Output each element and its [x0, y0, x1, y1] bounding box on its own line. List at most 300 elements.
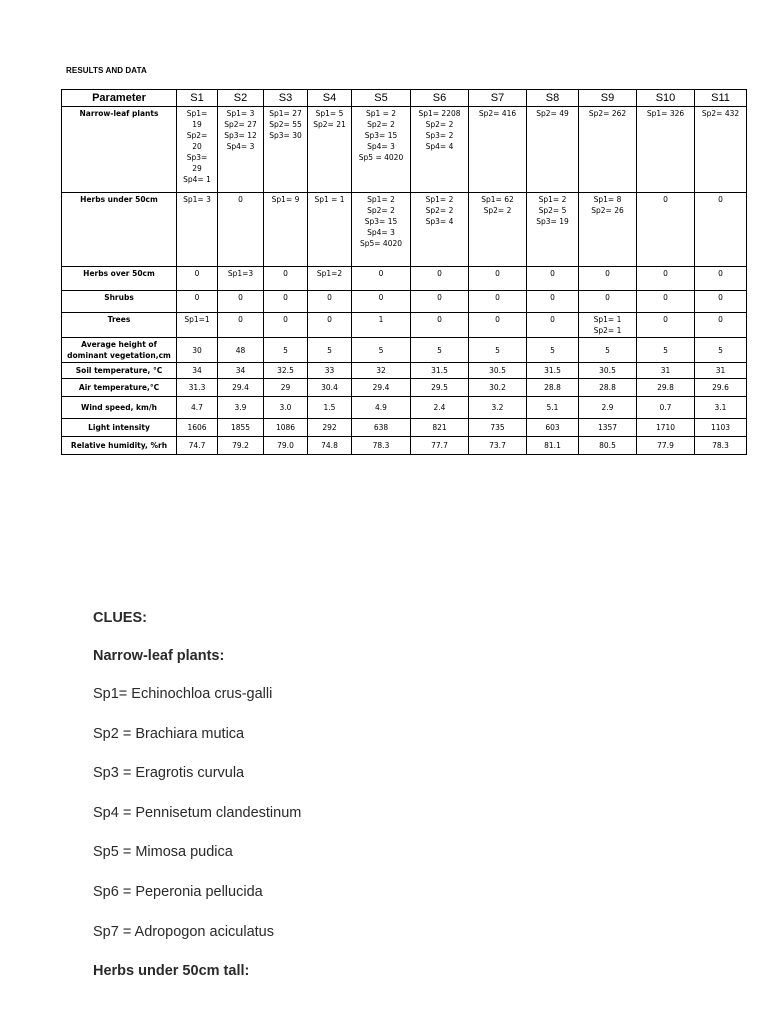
table-cell: [177, 379, 218, 397]
table-cell: [637, 193, 695, 267]
cell-value: Sp1 = 1: [314, 195, 345, 204]
species-item: Sp3 = Eragrotis curvula: [93, 765, 245, 782]
table-cell: [411, 291, 469, 313]
table-cell: [218, 363, 264, 379]
table-cell: [527, 419, 579, 437]
cell-value: Sp2= 1: [593, 326, 622, 335]
table-cell: [527, 313, 579, 338]
cell-value: 29.4: [372, 383, 390, 392]
table-cell: [469, 313, 527, 338]
table-cell: [695, 338, 747, 363]
cell-value: 79.0: [277, 441, 294, 450]
cell-value: 638: [373, 423, 389, 432]
header-site-s11: S11: [695, 90, 747, 107]
cell-value: 1855: [230, 423, 251, 432]
table-cell: [308, 313, 352, 338]
cell-value: 0: [550, 315, 555, 324]
cell-value: 5: [327, 345, 332, 355]
table-cell: [637, 313, 695, 338]
row-label: Air temperature,°C: [62, 379, 177, 397]
cell-value: 48: [235, 345, 246, 355]
cell-value: 0: [718, 269, 723, 278]
cell-value: 0: [194, 269, 200, 278]
cell-value: 80.5: [599, 441, 616, 450]
table-row: [62, 363, 747, 379]
cell-value: 0: [238, 315, 243, 324]
cell-value: 31: [660, 366, 671, 375]
cell-value: 29: [280, 383, 291, 392]
table-cell: [527, 267, 579, 291]
cell-value: Sp1= 326: [646, 109, 685, 118]
table-cell: [579, 338, 637, 363]
table-cell: [308, 107, 352, 193]
cell-value: 78.3: [372, 441, 390, 450]
cell-value: 5: [495, 345, 500, 355]
cell-value: 32.5: [277, 366, 294, 375]
table-cell: [177, 267, 218, 291]
table-body: [62, 107, 747, 455]
cell-value: 1606: [187, 423, 207, 432]
cell-value: Sp2=: [186, 131, 208, 140]
cell-value: 3.2: [491, 403, 504, 412]
table-cell: [308, 437, 352, 455]
table-cell: [579, 107, 637, 193]
cell-value: 0: [194, 293, 200, 302]
table-cell: [527, 437, 579, 455]
table-cell: [695, 313, 747, 338]
cell-value: 78.3: [712, 441, 729, 450]
table-cell: [695, 397, 747, 419]
cell-value: 30: [192, 345, 202, 355]
clues-section: [93, 608, 301, 999]
cell-value: Sp2= 26: [591, 206, 624, 215]
cell-value: 0: [495, 293, 500, 302]
table-cell: [637, 291, 695, 313]
table-row: [62, 419, 747, 437]
row-label: Herbs under 50cm: [62, 193, 177, 267]
table-row: [62, 313, 747, 338]
table-cell: [579, 379, 637, 397]
table-cell: [218, 313, 264, 338]
cell-value: 4.9: [375, 403, 387, 412]
table-cell: [177, 313, 218, 338]
table-cell: [637, 419, 695, 437]
row-label: Herbs over 50cm: [62, 267, 177, 291]
cell-value: 0: [378, 269, 384, 278]
table-cell: [177, 419, 218, 437]
cell-value: Sp3= 12: [224, 131, 257, 140]
table-cell: [469, 338, 527, 363]
table-row: [62, 379, 747, 397]
cell-value: 0: [238, 195, 243, 204]
table-row: [62, 291, 747, 313]
table-cell: [264, 193, 308, 267]
table-cell: [308, 193, 352, 267]
table-cell: [264, 107, 308, 193]
cell-value: 81.1: [544, 441, 561, 450]
cell-value: Sp1= 62: [481, 195, 514, 204]
table-cell: [695, 291, 747, 313]
cell-value: 0: [238, 293, 243, 302]
header-site-s6: S6: [411, 90, 469, 107]
cell-value: 31.3: [188, 383, 206, 392]
table-cell: [411, 437, 469, 455]
cell-value: 603: [545, 423, 560, 432]
header-site-s5: S5: [352, 90, 411, 107]
species-item: Sp6 = Peperonia pellucida: [93, 883, 263, 900]
table-cell: [527, 379, 579, 397]
table-cell: [308, 363, 352, 379]
cell-value: 5: [550, 345, 555, 355]
table-cell: [695, 107, 747, 193]
cell-value: Sp2= 5: [538, 206, 567, 215]
table-cell: [308, 379, 352, 397]
table-cell: [637, 437, 695, 455]
table-cell: [218, 419, 264, 437]
cell-value: 0: [283, 293, 288, 302]
cell-value: 0: [605, 293, 610, 302]
cell-value: Sp2= 2: [367, 120, 395, 129]
header-site-s3: S3: [264, 90, 308, 107]
page-heading: RESULTS AND DATA: [66, 66, 147, 75]
table-cell: [527, 397, 579, 419]
row-label: Shrubs: [62, 291, 177, 313]
cell-value: Sp1= 27: [269, 109, 302, 118]
row-label: Trees: [62, 313, 177, 338]
table-cell: [352, 291, 411, 313]
cell-value: 0: [718, 315, 723, 324]
table-cell: [218, 379, 264, 397]
cell-value: 30.5: [599, 366, 616, 375]
cell-value: 2.9: [601, 403, 614, 412]
table-cell: [695, 437, 747, 455]
cell-value: 79.2: [232, 441, 249, 450]
cell-value: 29.4: [232, 383, 249, 392]
cell-value: 0.7: [659, 403, 672, 412]
table-row: [62, 437, 747, 455]
table-header-row: [62, 90, 747, 107]
cell-value: Sp4= 3: [367, 142, 395, 151]
cell-value: 0: [663, 195, 668, 204]
row-label: Narrow-leaf plants: [62, 107, 177, 193]
table-cell: [218, 338, 264, 363]
cell-value: Sp3= 15: [364, 217, 398, 226]
cell-value: 34: [235, 366, 246, 375]
cell-value: 29.8: [657, 383, 674, 392]
cell-value: 20: [192, 142, 202, 151]
cell-value: 3.1: [714, 403, 727, 412]
table-cell: [579, 437, 637, 455]
table-cell: [177, 338, 218, 363]
table-cell: [411, 267, 469, 291]
cell-value: 29.5: [431, 383, 448, 392]
row-label-line: dominant vegetation,cm: [67, 351, 171, 360]
cell-value: Sp2= 21: [313, 120, 346, 129]
cell-value: 31: [715, 366, 726, 375]
cell-value: 0: [378, 293, 384, 302]
table-cell: [579, 267, 637, 291]
table-cell: [177, 437, 218, 455]
table-cell: [637, 379, 695, 397]
cell-value: 1357: [597, 423, 618, 432]
cell-value: 30.4: [321, 383, 338, 392]
cell-value: 77.9: [657, 441, 674, 450]
table-cell: [218, 193, 264, 267]
table-cell: [527, 291, 579, 313]
table-cell: [177, 397, 218, 419]
cell-value: 0: [663, 315, 668, 324]
table-cell: [352, 379, 411, 397]
table-cell: [352, 437, 411, 455]
cell-value: 0: [550, 269, 555, 278]
cell-value: 1710: [655, 423, 676, 432]
table-cell: [177, 193, 218, 267]
table-cell: [264, 267, 308, 291]
header-site-s8: S8: [527, 90, 579, 107]
table-cell: [579, 313, 637, 338]
cell-value: Sp4= 3: [367, 228, 395, 237]
header-site-s4: S4: [308, 90, 352, 107]
table-cell: [352, 267, 411, 291]
table-cell: [411, 338, 469, 363]
cell-value: 0: [437, 293, 442, 302]
table-cell: [469, 419, 527, 437]
table-cell: [579, 193, 637, 267]
cell-value: 0: [437, 315, 442, 324]
species-item: Sp2 = Brachiara mutica: [93, 725, 245, 742]
cell-value: 28.8: [544, 383, 561, 392]
table-cell: [469, 193, 527, 267]
row-label: Relative humidity, %rh: [62, 437, 177, 455]
cell-value: 74.8: [321, 441, 338, 450]
table-cell: [264, 419, 308, 437]
cell-value: 5: [663, 345, 668, 355]
cell-value: Sp3= 2: [425, 131, 454, 140]
cell-value: Sp2= 49: [536, 109, 569, 118]
table-cell: [411, 363, 469, 379]
table-cell: [264, 397, 308, 419]
table-cell: [264, 313, 308, 338]
table-cell: [469, 107, 527, 193]
table-row: [62, 193, 747, 267]
cell-value: 2.4: [433, 403, 446, 412]
row-label: [62, 338, 177, 363]
row-label-line: Average height of: [81, 340, 157, 349]
table-cell: [527, 338, 579, 363]
cell-value: Sp1= 2208: [418, 109, 461, 118]
clues-title: CLUES:: [93, 610, 147, 626]
narrow-leaf-heading: Narrow-leaf plants:: [93, 648, 225, 664]
cell-value: 292: [322, 423, 337, 432]
cell-value: 735: [490, 423, 505, 432]
table-cell: [469, 363, 527, 379]
cell-value: Sp3=: [186, 153, 208, 162]
cell-value: 1.5: [323, 403, 336, 412]
cell-value: 5.1: [546, 403, 559, 412]
herbs-heading: Herbs under 50cm tall:: [93, 963, 250, 980]
cell-value: Sp1 = 2: [365, 109, 397, 118]
cell-value: Sp1= 1: [593, 315, 622, 324]
cell-value: Sp3= 30: [269, 131, 302, 140]
cell-value: Sp5= 4020: [359, 239, 403, 248]
results-table: [61, 89, 747, 455]
cell-value: 0: [663, 269, 668, 278]
table-row: [62, 338, 747, 363]
table-cell: [469, 291, 527, 313]
table-cell: [308, 338, 352, 363]
table-cell: [637, 107, 695, 193]
table-cell: [411, 419, 469, 437]
cell-value: Sp4= 1: [183, 175, 211, 184]
cell-value: Sp1= 3: [183, 195, 211, 204]
cell-value: 1: [378, 315, 384, 324]
table-cell: [637, 267, 695, 291]
table-row: [62, 397, 747, 419]
cell-value: 77.7: [431, 441, 448, 450]
cell-value: 28.8: [599, 383, 616, 392]
header-site-s2: S2: [218, 90, 264, 107]
header-site-s7: S7: [469, 90, 527, 107]
cell-value: 0: [283, 269, 288, 278]
table-cell: [264, 437, 308, 455]
cell-value: Sp2= 27: [224, 120, 257, 129]
table-cell: [308, 267, 352, 291]
cell-value: 19: [192, 120, 202, 129]
cell-value: Sp1= 2: [538, 195, 567, 204]
table-cell: [411, 107, 469, 193]
header-site-s9: S9: [579, 90, 637, 107]
table-cell: [695, 363, 747, 379]
table-cell: [411, 193, 469, 267]
cell-value: Sp1=: [186, 109, 208, 118]
cell-value: 5: [605, 345, 610, 355]
table-cell: [695, 419, 747, 437]
cell-value: 31.5: [544, 366, 561, 375]
table-cell: [695, 267, 747, 291]
table-cell: [579, 363, 637, 379]
table-cell: [264, 363, 308, 379]
table-row: [62, 267, 747, 291]
species-item: Sp1= Echinochloa crus-galli: [93, 686, 273, 702]
cell-value: 0: [495, 269, 500, 278]
cell-value: Sp2= 2: [483, 206, 512, 215]
species-item: Sp4 = Pennisetum clandestinum: [93, 804, 302, 821]
cell-value: Sp2= 262: [588, 109, 627, 118]
cell-value: 5: [718, 345, 723, 355]
cell-value: 0: [718, 293, 723, 302]
cell-value: 0: [437, 269, 442, 278]
table-cell: [264, 379, 308, 397]
cell-value: 5: [283, 345, 288, 355]
cell-value: 33: [324, 366, 335, 375]
cell-value: 29.6: [712, 383, 729, 392]
cell-value: 74.7: [188, 441, 206, 450]
cell-value: 5: [437, 345, 442, 355]
cell-value: Sp3= 15: [364, 131, 398, 140]
table-cell: [352, 107, 411, 193]
row-label: Soil temperature, °C: [62, 363, 177, 379]
cell-value: 0: [327, 293, 332, 302]
table-cell: [469, 379, 527, 397]
cell-value: Sp2= 2: [425, 120, 454, 129]
cell-value: 29: [192, 164, 202, 173]
cell-value: Sp5 = 4020: [358, 153, 404, 162]
table-cell: [218, 437, 264, 455]
table-cell: [177, 107, 218, 193]
table-cell: [352, 363, 411, 379]
table-cell: [177, 363, 218, 379]
cell-value: 32: [376, 366, 386, 375]
header-parameter: Parameter: [62, 90, 177, 107]
cell-value: 3.0: [279, 403, 292, 412]
cell-value: 1086: [275, 423, 296, 432]
header-site-s10: S10: [637, 90, 695, 107]
cell-value: Sp4= 3: [226, 142, 255, 151]
table-cell: [695, 379, 747, 397]
cell-value: Sp2= 2: [367, 206, 395, 215]
table-cell: [695, 193, 747, 267]
cell-value: Sp1=3: [227, 269, 254, 278]
cell-value: 1103: [710, 423, 731, 432]
row-label: Light intensity: [62, 419, 177, 437]
table-cell: [308, 397, 352, 419]
cell-value: 0: [495, 315, 500, 324]
cell-value: Sp1= 2: [367, 195, 395, 204]
table-cell: [469, 267, 527, 291]
table-cell: [527, 363, 579, 379]
table-row: [62, 107, 747, 193]
cell-value: 31.5: [431, 366, 448, 375]
cell-value: 0: [605, 269, 610, 278]
table-cell: [264, 291, 308, 313]
table-cell: [352, 193, 411, 267]
cell-value: 0: [283, 315, 288, 324]
cell-value: 821: [432, 423, 447, 432]
cell-value: 0: [327, 315, 332, 324]
table-cell: [218, 267, 264, 291]
species-item: Sp5 = Mimosa pudica: [93, 844, 233, 861]
header-site-s1: S1: [177, 90, 218, 107]
cell-value: Sp2= 416: [478, 109, 517, 118]
table-cell: [527, 193, 579, 267]
table-cell: [411, 379, 469, 397]
cell-value: 73.7: [489, 441, 506, 450]
cell-value: Sp1= 2: [425, 195, 454, 204]
table-cell: [637, 338, 695, 363]
cell-value: Sp1= 8: [593, 195, 622, 204]
cell-value: 34: [192, 366, 202, 375]
table-cell: [579, 397, 637, 419]
cell-value: 0: [663, 293, 668, 302]
cell-value: 0: [550, 293, 555, 302]
cell-value: Sp2= 55: [269, 120, 302, 129]
table-cell: [411, 313, 469, 338]
cell-value: Sp2= 2: [425, 206, 454, 215]
table-cell: [264, 338, 308, 363]
table-cell: [579, 291, 637, 313]
table-cell: [411, 397, 469, 419]
cell-value: Sp3= 19: [536, 217, 569, 226]
table-cell: [218, 107, 264, 193]
cell-value: Sp1= 5: [315, 109, 344, 118]
table-cell: [352, 313, 411, 338]
cell-value: 30.2: [489, 383, 506, 392]
table-cell: [218, 397, 264, 419]
cell-value: 4.7: [191, 403, 203, 412]
table-cell: [308, 291, 352, 313]
cell-value: Sp1= 3: [226, 109, 255, 118]
table-cell: [177, 291, 218, 313]
